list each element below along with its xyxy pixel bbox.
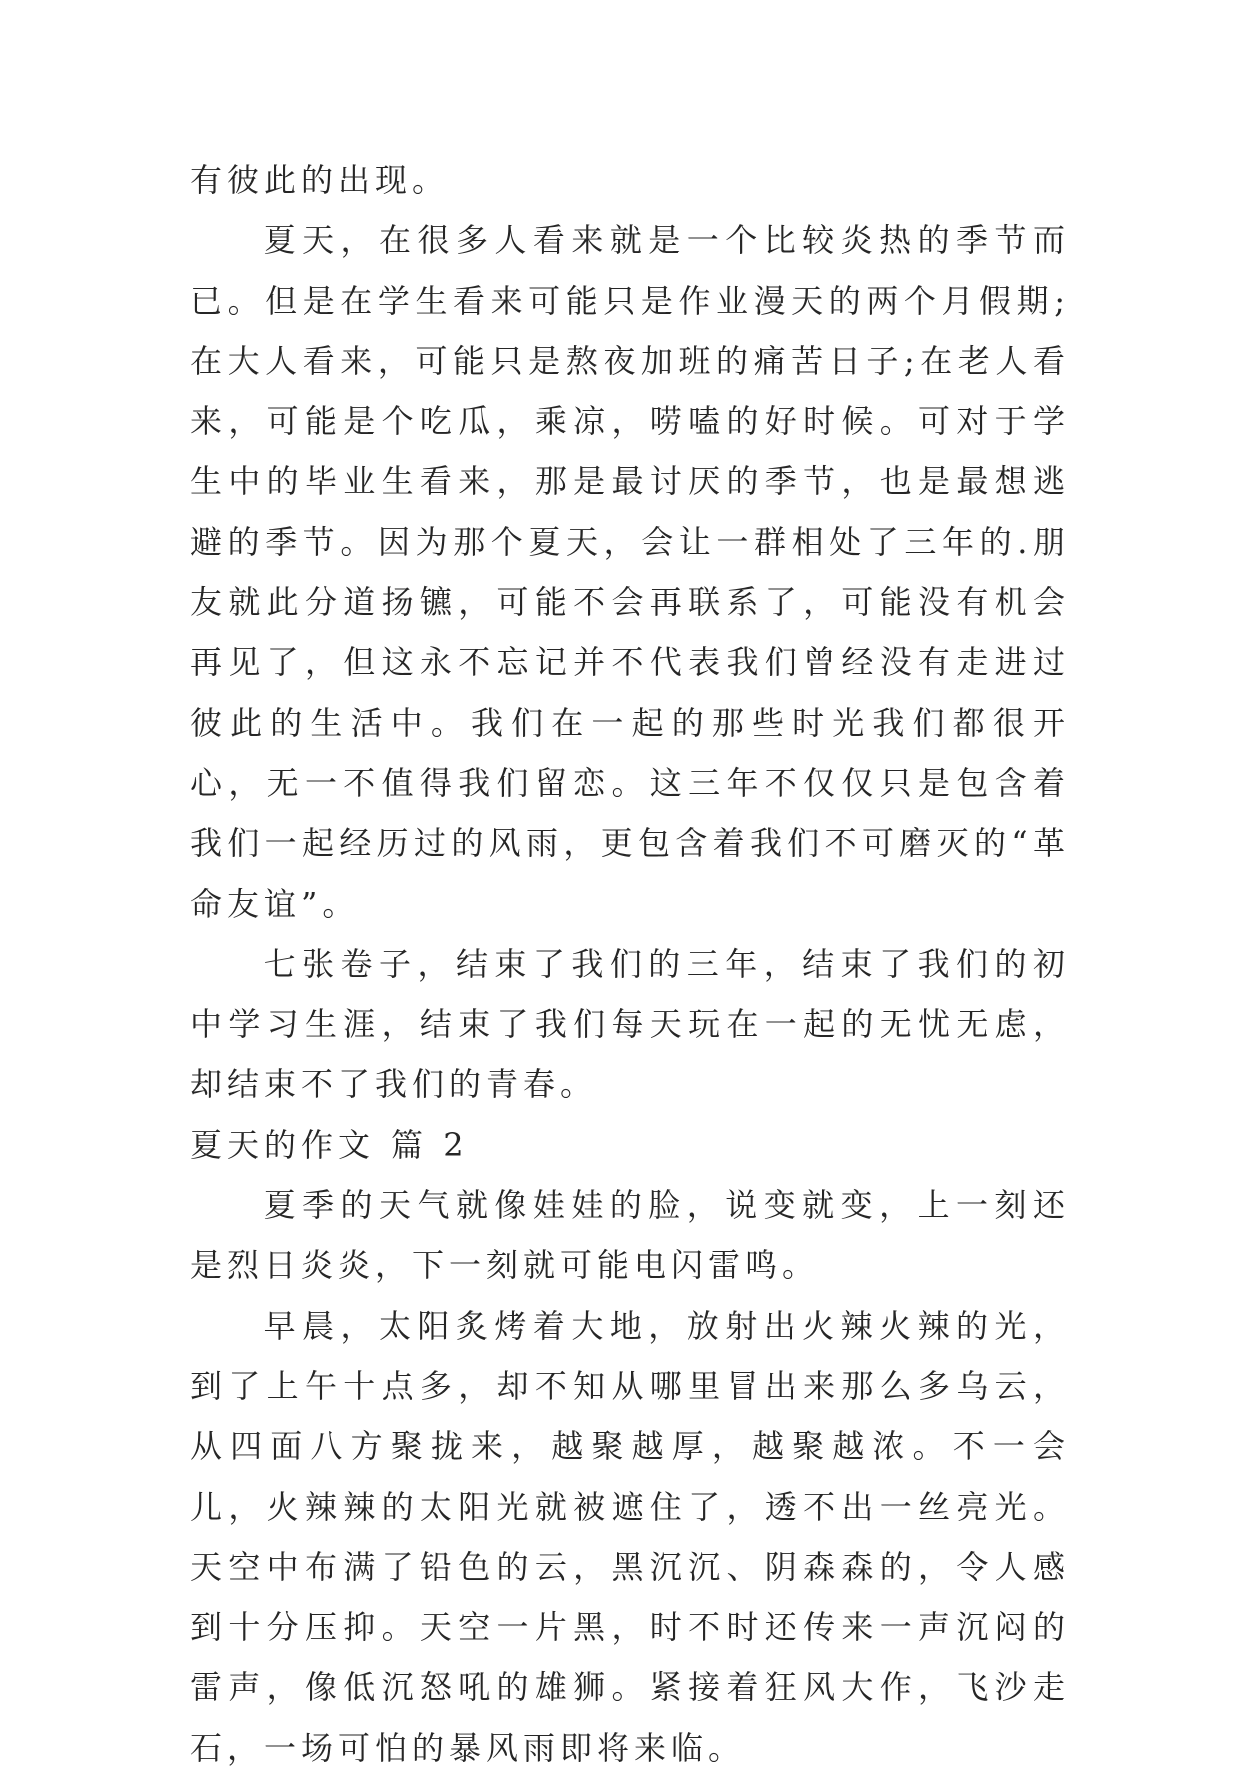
paragraph-continuation: 有彼此的出现。	[190, 161, 450, 199]
paragraph-weather: 夏季的天气就像娃娃的脸，说变就变，上一刻还是烈日炎炎，下一刻就可能电闪雷鸣。	[190, 1186, 1070, 1285]
document-page	[190, 150, 1070, 1778]
essay-heading-number: 篇 2	[391, 1125, 469, 1164]
essay-heading	[190, 1115, 1070, 1175]
paragraph-seven-papers: 七张卷子，结束了我们的三年，结束了我们的初中学习生涯，结束了我们每天玩在一起的无忧无虑，却结束不了我们的青春。	[190, 944, 1070, 1104]
paragraph-summer-perspectives: 夏天，在很多人看来就是一个比较炎热的季节而已。但是在学生看来可能只是作业漫天的两个月假期;在大人看来，可能只是熬夜加班的痛苦日子;在老人看来，可能是个吃瓜，乘凉，唠嗑的好时候。可对于学生中的毕业生看来，那是最讨厌的季节，也是最想逃避的季节。因为那个夏天，会让一群相处了三年的.朋友就此分道扬镳，可能不会再联系了，可能没有机会再见了，但这永不忘记并不代表我们曾经没有走进过彼此的生活中。我们在一起的那些时光我们都很开心，无一不值得我们留恋。这三年不仅仅只是包含着我们一起经历过的风雨，更包含着我们不可磨灭的“革命友谊”。	[190, 221, 1070, 923]
paragraph-storm: 早晨，太阳炙烤着大地，放射出火辣火辣的光，到了上午十点多，却不知从哪里冒出来那么多乌云，从四面八方聚拢来，越聚越厚，越聚越浓。不一会儿，火辣辣的太阳光就被遮住了，透不出一丝亮光。天空中布满了铅色的云，黑沉沉、阴森森的，令人感到十分压抑。天空一片黑，时不时还传来一声沉闷的雷声，像低沉怒吼的雄狮。紧接着狂风大作，飞沙走石，一场可怕的暴风雨即将来临。	[190, 1306, 1070, 1767]
essay-heading-title: 夏天的作文	[190, 1125, 376, 1164]
